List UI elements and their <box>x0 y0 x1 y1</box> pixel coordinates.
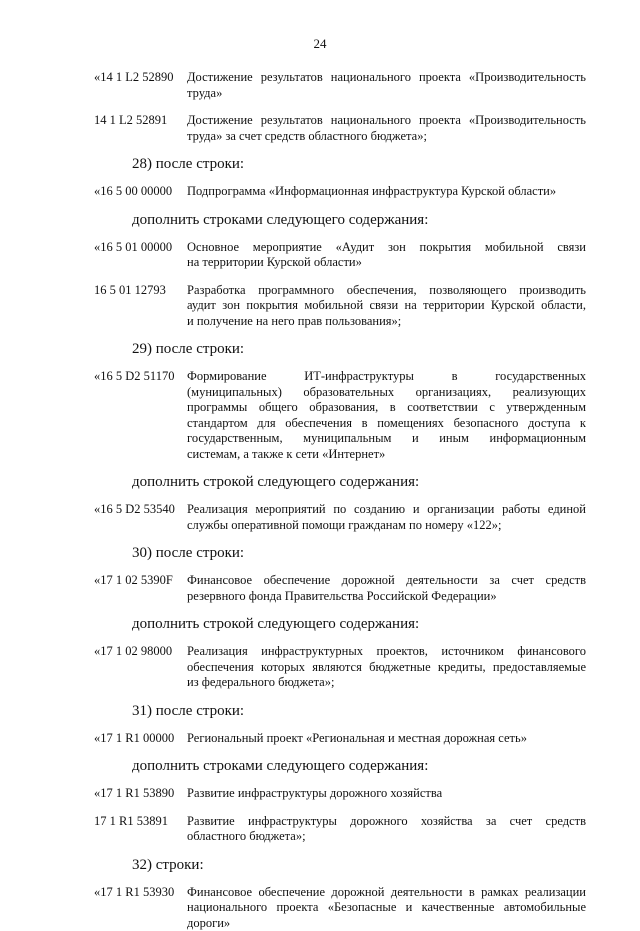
classification-code: «17 1 R1 00000 <box>94 731 187 747</box>
classification-code: «16 5 D2 53540 <box>94 502 187 533</box>
classification-code: «17 1 R1 53890 <box>94 786 187 802</box>
description-line: службы оперативной помощи гражданам по номеру «122»; <box>187 518 586 534</box>
spacer <box>94 200 586 211</box>
description-line: Развитие инфраструктуры дорожного хозяйства за счет средств <box>187 814 586 830</box>
description-line: на территории Курской области» <box>187 255 586 271</box>
classification-code: «14 1 L2 52890 <box>94 70 187 101</box>
description-line: дороги» <box>187 916 586 931</box>
description-line: Реализация инфраструктурных проектов, источником финансового <box>187 644 586 660</box>
spacer <box>94 491 586 502</box>
spacer <box>94 691 586 702</box>
spacer <box>94 874 586 885</box>
classification-row <box>94 644 586 691</box>
classification-row <box>94 113 586 144</box>
classification-row <box>94 283 586 330</box>
spacer <box>94 229 586 240</box>
description-line: труда» за счет средств областного бюджета»; <box>187 129 586 145</box>
classification-description <box>187 731 586 747</box>
instruction-heading: 29) после строки: <box>132 340 586 358</box>
classification-row <box>94 502 586 533</box>
description-line: Региональный проект «Региональная и местная дорожная сеть» <box>187 731 527 745</box>
page-number: 24 <box>0 36 640 52</box>
description-line: аудит зон покрытия мобильной связи на территории Курской области, <box>187 298 586 314</box>
spacer <box>94 633 586 644</box>
classification-description <box>187 644 586 691</box>
description-line: (муниципальных) образовательных организациях, реализующих <box>187 385 586 401</box>
spacer <box>94 462 586 473</box>
spacer <box>94 604 586 615</box>
classification-code: 16 5 01 12793 <box>94 283 187 330</box>
description-line: обеспечения которых являются бюджетные кредиты, предоставляемые <box>187 660 586 676</box>
classification-description <box>187 240 586 271</box>
instruction-heading: 31) после строки: <box>132 702 586 720</box>
description-line: Разработка программного обеспечения, позволяющего производить <box>187 283 586 299</box>
classification-code: «16 5 00 00000 <box>94 184 187 200</box>
classification-row <box>94 731 586 747</box>
document-body <box>94 70 586 931</box>
classification-row <box>94 184 586 200</box>
instruction-heading: 28) после строки: <box>132 155 586 173</box>
spacer <box>94 101 586 113</box>
classification-description <box>187 369 586 462</box>
classification-description <box>187 786 586 802</box>
classification-code: «16 5 D2 51170 <box>94 369 187 462</box>
description-line: национального проекта «Безопасные и качественные автомобильные <box>187 900 586 916</box>
spacer <box>94 358 586 369</box>
classification-code: «16 5 01 00000 <box>94 240 187 271</box>
description-line: и получение на него прав пользования»; <box>187 314 586 330</box>
classification-description <box>187 70 586 101</box>
description-line: системам, а также к сети «Интернет» <box>187 447 586 463</box>
classification-row <box>94 240 586 271</box>
classification-row <box>94 573 586 604</box>
description-line: Формирование ИТ-инфраструктуры в государственных <box>187 369 586 385</box>
spacer <box>94 802 586 814</box>
classification-description <box>187 573 586 604</box>
classification-code: «17 1 R1 53930 <box>94 885 187 931</box>
classification-row <box>94 814 586 845</box>
spacer <box>94 144 586 155</box>
classification-description <box>187 502 586 533</box>
description-line: Финансовое обеспечение дорожной деятельности в рамках реализации <box>187 885 586 901</box>
description-line: государственным, муниципальным и иным информационным <box>187 431 586 447</box>
spacer <box>94 720 586 731</box>
description-line: Подпрограмма «Информационная инфраструктура Курской области» <box>187 184 556 198</box>
spacer <box>94 533 586 544</box>
instruction-heading: дополнить строками следующего содержания: <box>132 211 586 229</box>
instruction-heading: дополнить строкой следующего содержания: <box>132 615 586 633</box>
spacer <box>94 775 586 786</box>
instruction-heading: 32) строки: <box>132 856 586 874</box>
classification-code: 14 1 L2 52891 <box>94 113 187 144</box>
instruction-heading: дополнить строками следующего содержания: <box>132 757 586 775</box>
classification-description <box>187 885 586 931</box>
spacer <box>94 329 586 340</box>
description-line: областного бюджета»; <box>187 829 586 845</box>
description-line: Основное мероприятие «Аудит зон покрытия мобильной связи <box>187 240 586 256</box>
classification-row <box>94 70 586 101</box>
classification-row <box>94 885 586 931</box>
classification-code: 17 1 R1 53891 <box>94 814 187 845</box>
classification-description <box>187 113 586 144</box>
classification-code: «17 1 02 5390F <box>94 573 187 604</box>
description-line: Финансовое обеспечение дорожной деятельности за счет средств <box>187 573 586 589</box>
instruction-heading: 30) после строки: <box>132 544 586 562</box>
spacer <box>94 845 586 856</box>
instruction-heading: дополнить строкой следующего содержания: <box>132 473 586 491</box>
description-line: Достижение результатов национального проекта «Производительность <box>187 70 586 86</box>
spacer <box>94 173 586 184</box>
classification-code: «17 1 02 98000 <box>94 644 187 691</box>
description-line: труда» <box>187 86 586 102</box>
spacer <box>94 562 586 573</box>
description-line: из федерального бюджета»; <box>187 675 586 691</box>
description-line: Достижение результатов национального проекта «Производительность <box>187 113 586 129</box>
spacer <box>94 271 586 283</box>
classification-row <box>94 786 586 802</box>
classification-description <box>187 184 586 200</box>
description-line: программы общего образования, в соответствии с утвержденным <box>187 400 586 416</box>
spacer <box>94 746 586 757</box>
description-line: стандартом для обеспечения в помещениях безопасного доступа к <box>187 416 586 432</box>
description-line: резервного фонда Правительства Российской Федерации» <box>187 589 586 605</box>
description-line: Реализация мероприятий по созданию и организации работы единой <box>187 502 586 518</box>
classification-row <box>94 369 586 462</box>
description-line: Развитие инфраструктуры дорожного хозяйства <box>187 786 442 800</box>
classification-description <box>187 283 586 330</box>
classification-description <box>187 814 586 845</box>
